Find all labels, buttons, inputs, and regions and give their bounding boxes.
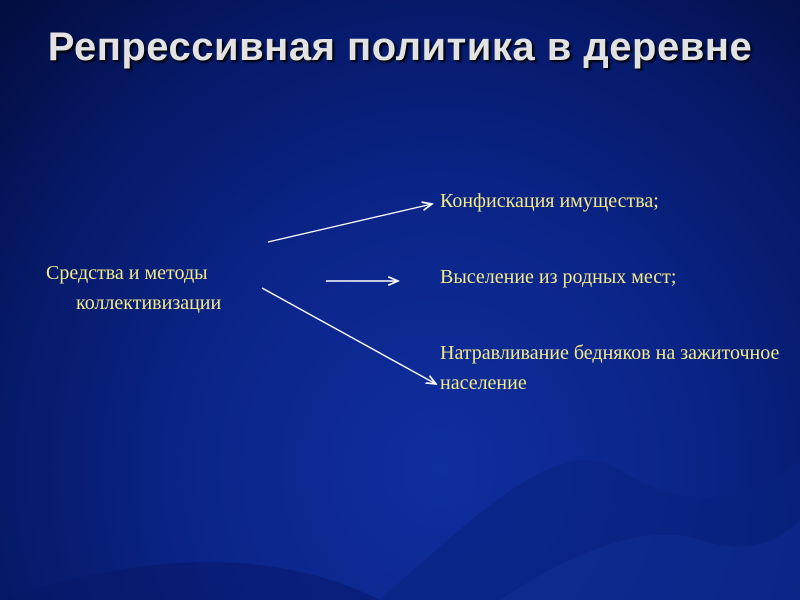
source-label-line2: коллективизации	[76, 292, 222, 314]
arrow-to-incitement	[262, 288, 436, 384]
target-eviction: Выселение из родных мест;	[440, 266, 677, 288]
source-label-line1: Средства и методы	[46, 262, 208, 284]
arrow-to-confiscation	[268, 204, 432, 242]
slide-title: Репрессивная политика в деревне	[47, 25, 753, 69]
target-confiscation: Конфискация имущества;	[440, 190, 659, 212]
target-incitement: Натравливание бедняков на зажиточное население	[440, 342, 780, 394]
